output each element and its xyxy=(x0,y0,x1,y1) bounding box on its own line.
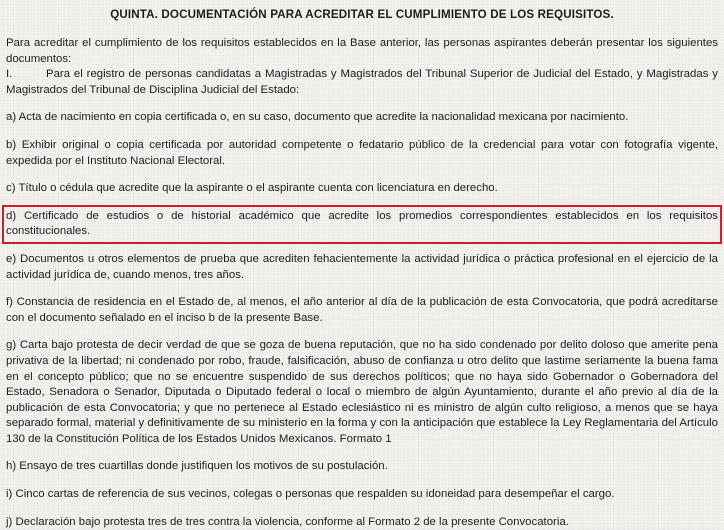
requirement-item-i: i) Cinco cartas de referencia de sus vecinos, colegas o personas que respalden su idoneidad para desempeñar el cargo. xyxy=(6,488,615,501)
section-i-numeral: I. xyxy=(6,68,13,81)
intro-paragraph: Para acreditar el cumplimiento de los requisitos establecidos en la Base anterior, las personas aspirantes deberán presentar los siguientes documentos: xyxy=(6,37,718,65)
section-i-paragraph xyxy=(6,67,718,98)
section-heading: QUINTA. DOCUMENTACIÓN PARA ACREDITAR EL CUMPLIMIENTO DE LOS REQUISITOS. xyxy=(110,8,614,21)
requirement-item-j: j) Declaración bajo protesta tres de tres contra la violencia, conforme al Formato 2 de la presente Convocatoria. xyxy=(6,515,569,528)
requirement-item-c: c) Título o cédula que acredite que la aspirante o el aspirante cuenta con licenciatura en derecho. xyxy=(6,182,498,195)
intro-block xyxy=(6,36,718,98)
requirement-item-b: b) Exhibir original o copia certificada por autoridad competente o fedatario público de la credencial para votar con fotografía vigente, expedida por el Instituto Nacional Electoral. xyxy=(6,138,718,167)
requirement-item-e: e) Documentos u otros elementos de prueba que acrediten fehacientemente la actividad jurídica o práctica profesional en el ejercicio de la actividad jurídica de, cuando menos, tres años. xyxy=(6,252,718,281)
requirement-item-f: f) Constancia de residencia en el Estado de, al menos, el año anterior al día de la publicación de esta Convocatoria, que podrá acreditarse con el documento señalado en el inciso b de la presente Base. xyxy=(6,296,718,324)
section-i-text: Para el registro de personas candidatas a Magistradas y Magistrados del Tribunal Superior de Judicial del Estado, y Magistradas y Magistrados del Tribunal de Disciplina Judicial del Estado: xyxy=(6,68,718,96)
requirement-item-d-highlighted: d) Certificado de estudios o de historial académico que acredite los promedios correspondientes establecidos en los requisitos constitucionales. xyxy=(6,209,718,240)
requirement-item-g: g) Carta bajo protesta de decir verdad de que se goza de buena reputación, que no ha sido condenado por delito doloso que amerite pena privativa de la libertad; ni condenado por robo, fraude, falsificación, abuso de confianza u otro delito que lastime seriamente la buena fama en el concepto público; que no se encuentre suspendido de sus derechos políticos; que no haya sido Gobernador o Gobernadora del Estado, Senadora o Senador, Diputada o Diputado federal o local o miembro de algún Ayuntamiento, durante el año previo al día de la publicación de esta Convocatoria; y que no pertenece al Estado eclesiástico ni es ministro de algún culto religioso, a menos que se haya separado formal, material y definitivamente de su ministerio en la forma y con la anticipación que establece la Ley Reglamentaria del Artículo 130 de la Constitución Política de los Estados Unidos Mexicanos. Formato 1 xyxy=(6,339,718,445)
requirement-item-h: h) Ensayo de tres cuartillas donde justifiquen los motivos de su postulación. xyxy=(6,460,388,473)
requirement-item-a: a) Acta de nacimiento en copia certificada o, en su caso, documento que acredite la nacionalidad mexicana por nacimiento. xyxy=(6,111,629,124)
